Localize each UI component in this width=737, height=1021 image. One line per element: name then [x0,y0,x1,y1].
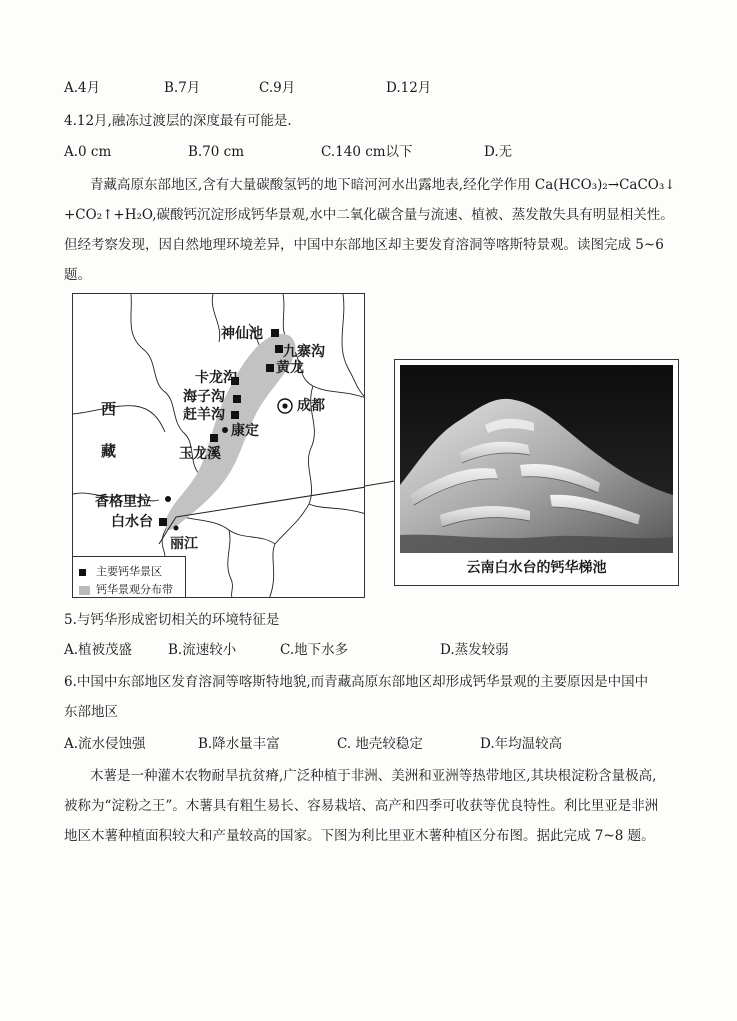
q4-option-b: B.70 cm [188,144,245,160]
q6-stem-line2: 东部地区 [64,704,118,720]
legend-spot: 主要钙华景区 [79,563,162,579]
q4-option-a: A.0 cm [64,144,112,160]
passage2-line1: 木薯是一种灌木农物耐旱抗贫瘠,广泛种植于非洲、美洲和亚洲等热带地区,其块根淀粉含量极高, [90,768,657,784]
spot-haizigou [233,395,241,403]
q3-option-b: B.7月 [164,80,201,96]
label-zang: 藏 [101,442,117,460]
q6-option-c: C. 地壳较稳定 [337,736,423,752]
q4-stem: 4.12月,融冻过渡层的深度最有可能是. [64,113,292,129]
label-jiuzhaigou: 九寨沟 [283,344,325,360]
q4-option-d: D.无 [484,144,513,160]
connector-line [365,473,395,493]
photo-caption: 云南白水台的钙华梯池 [466,560,607,576]
figure [72,293,677,598]
label-lijiang: 丽江 [170,536,198,552]
q5-option-d: D.蒸发较弱 [440,642,509,658]
label-baishuitai: 白水台 [111,514,153,530]
legend-band-icon [79,586,90,595]
travertine-map [72,293,365,598]
label-xianggelila: 香格里拉 [95,494,151,510]
q5-option-a: A.植被茂盛 [64,642,133,658]
q6-stem-line1: 6.中国中东部地区发育溶洞等喀斯特地貌,而青藏高原东部地区却形成钙华景观的主要原因是中国中 [64,674,649,690]
label-kangding: 康定 [231,423,259,439]
label-haizigou: 海子沟 [183,389,225,405]
q3-option-d: D.12月 [386,80,432,96]
passage1-line2: +CO₂↑+H₂O,碳酸钙沉淀形成钙华景观,水中二氧化碳含量与流速、植被、蒸发散失具有明显相关性。 [64,207,674,223]
spot-yulongxi [210,434,218,442]
passage2-line2: 被称为“淀粉之王”。木薯具有粗生易长、容易栽培、高产和四季可收获等优良特性。利比里亚是非洲 [64,798,659,814]
label-ganyanggou: 赶羊沟 [183,407,225,423]
label-shenxianchi: 神仙池 [221,326,263,342]
spot-baishuitai [159,518,167,526]
q3-option-c: C.9月 [259,80,296,96]
q4-option-c: C.140 cm以下 [321,144,413,160]
photo-frame [394,359,679,586]
lijiang-dot [174,526,179,531]
q5-option-c: C.地下水多 [280,642,349,658]
map-legend [73,556,186,598]
passage1-line1: 青藏高原东部地区,含有大量碳酸氢钙的地下暗河河水出露地表,经化学作用 Ca(HCO₃)₂→CaCO₃↓ [90,177,676,193]
label-huanglong: 黄龙 [276,360,304,376]
spot-jiuzhaigou [275,345,283,353]
q5-stem: 5.与钙华形成密切相关的环境特征是 [64,612,280,628]
label-yulongxi: 玉龙溪 [179,446,221,462]
q6-option-d: D.年均温较高 [480,736,563,752]
xianggelila-dot [165,496,171,502]
label-chengdu: 成都 [297,398,325,414]
passage1-line3: 但经考察发现，因自然地理环境差异，中国中东部地区却主要发育溶洞等喀斯特景观。读图完成 5~6 [64,237,664,253]
spot-shenxianchi [271,329,279,337]
label-xi: 西 [101,400,117,418]
spot-huanglong [266,364,274,372]
q6-option-a: A.流水侵蚀强 [64,736,146,752]
kangding-dot [222,427,228,433]
q3-option-a: A.4月 [64,80,101,96]
passage2-line3: 地区木薯种植面积较大和产量较高的国家。下图为利比里亚木薯种植区分布图。据此完成 7~8 题。 [64,828,655,844]
q6-option-b: B.降水量丰富 [198,736,280,752]
terrace-photo [400,365,673,553]
spot-ganyanggou [231,411,239,419]
legend-square-icon [79,569,86,576]
legend-band: 钙华景观分布带 [79,581,173,597]
q5-option-b: B.流速较小 [168,642,237,658]
label-kalonggou: 卡龙沟 [195,370,237,386]
passage1-line4: 题。 [64,267,91,283]
